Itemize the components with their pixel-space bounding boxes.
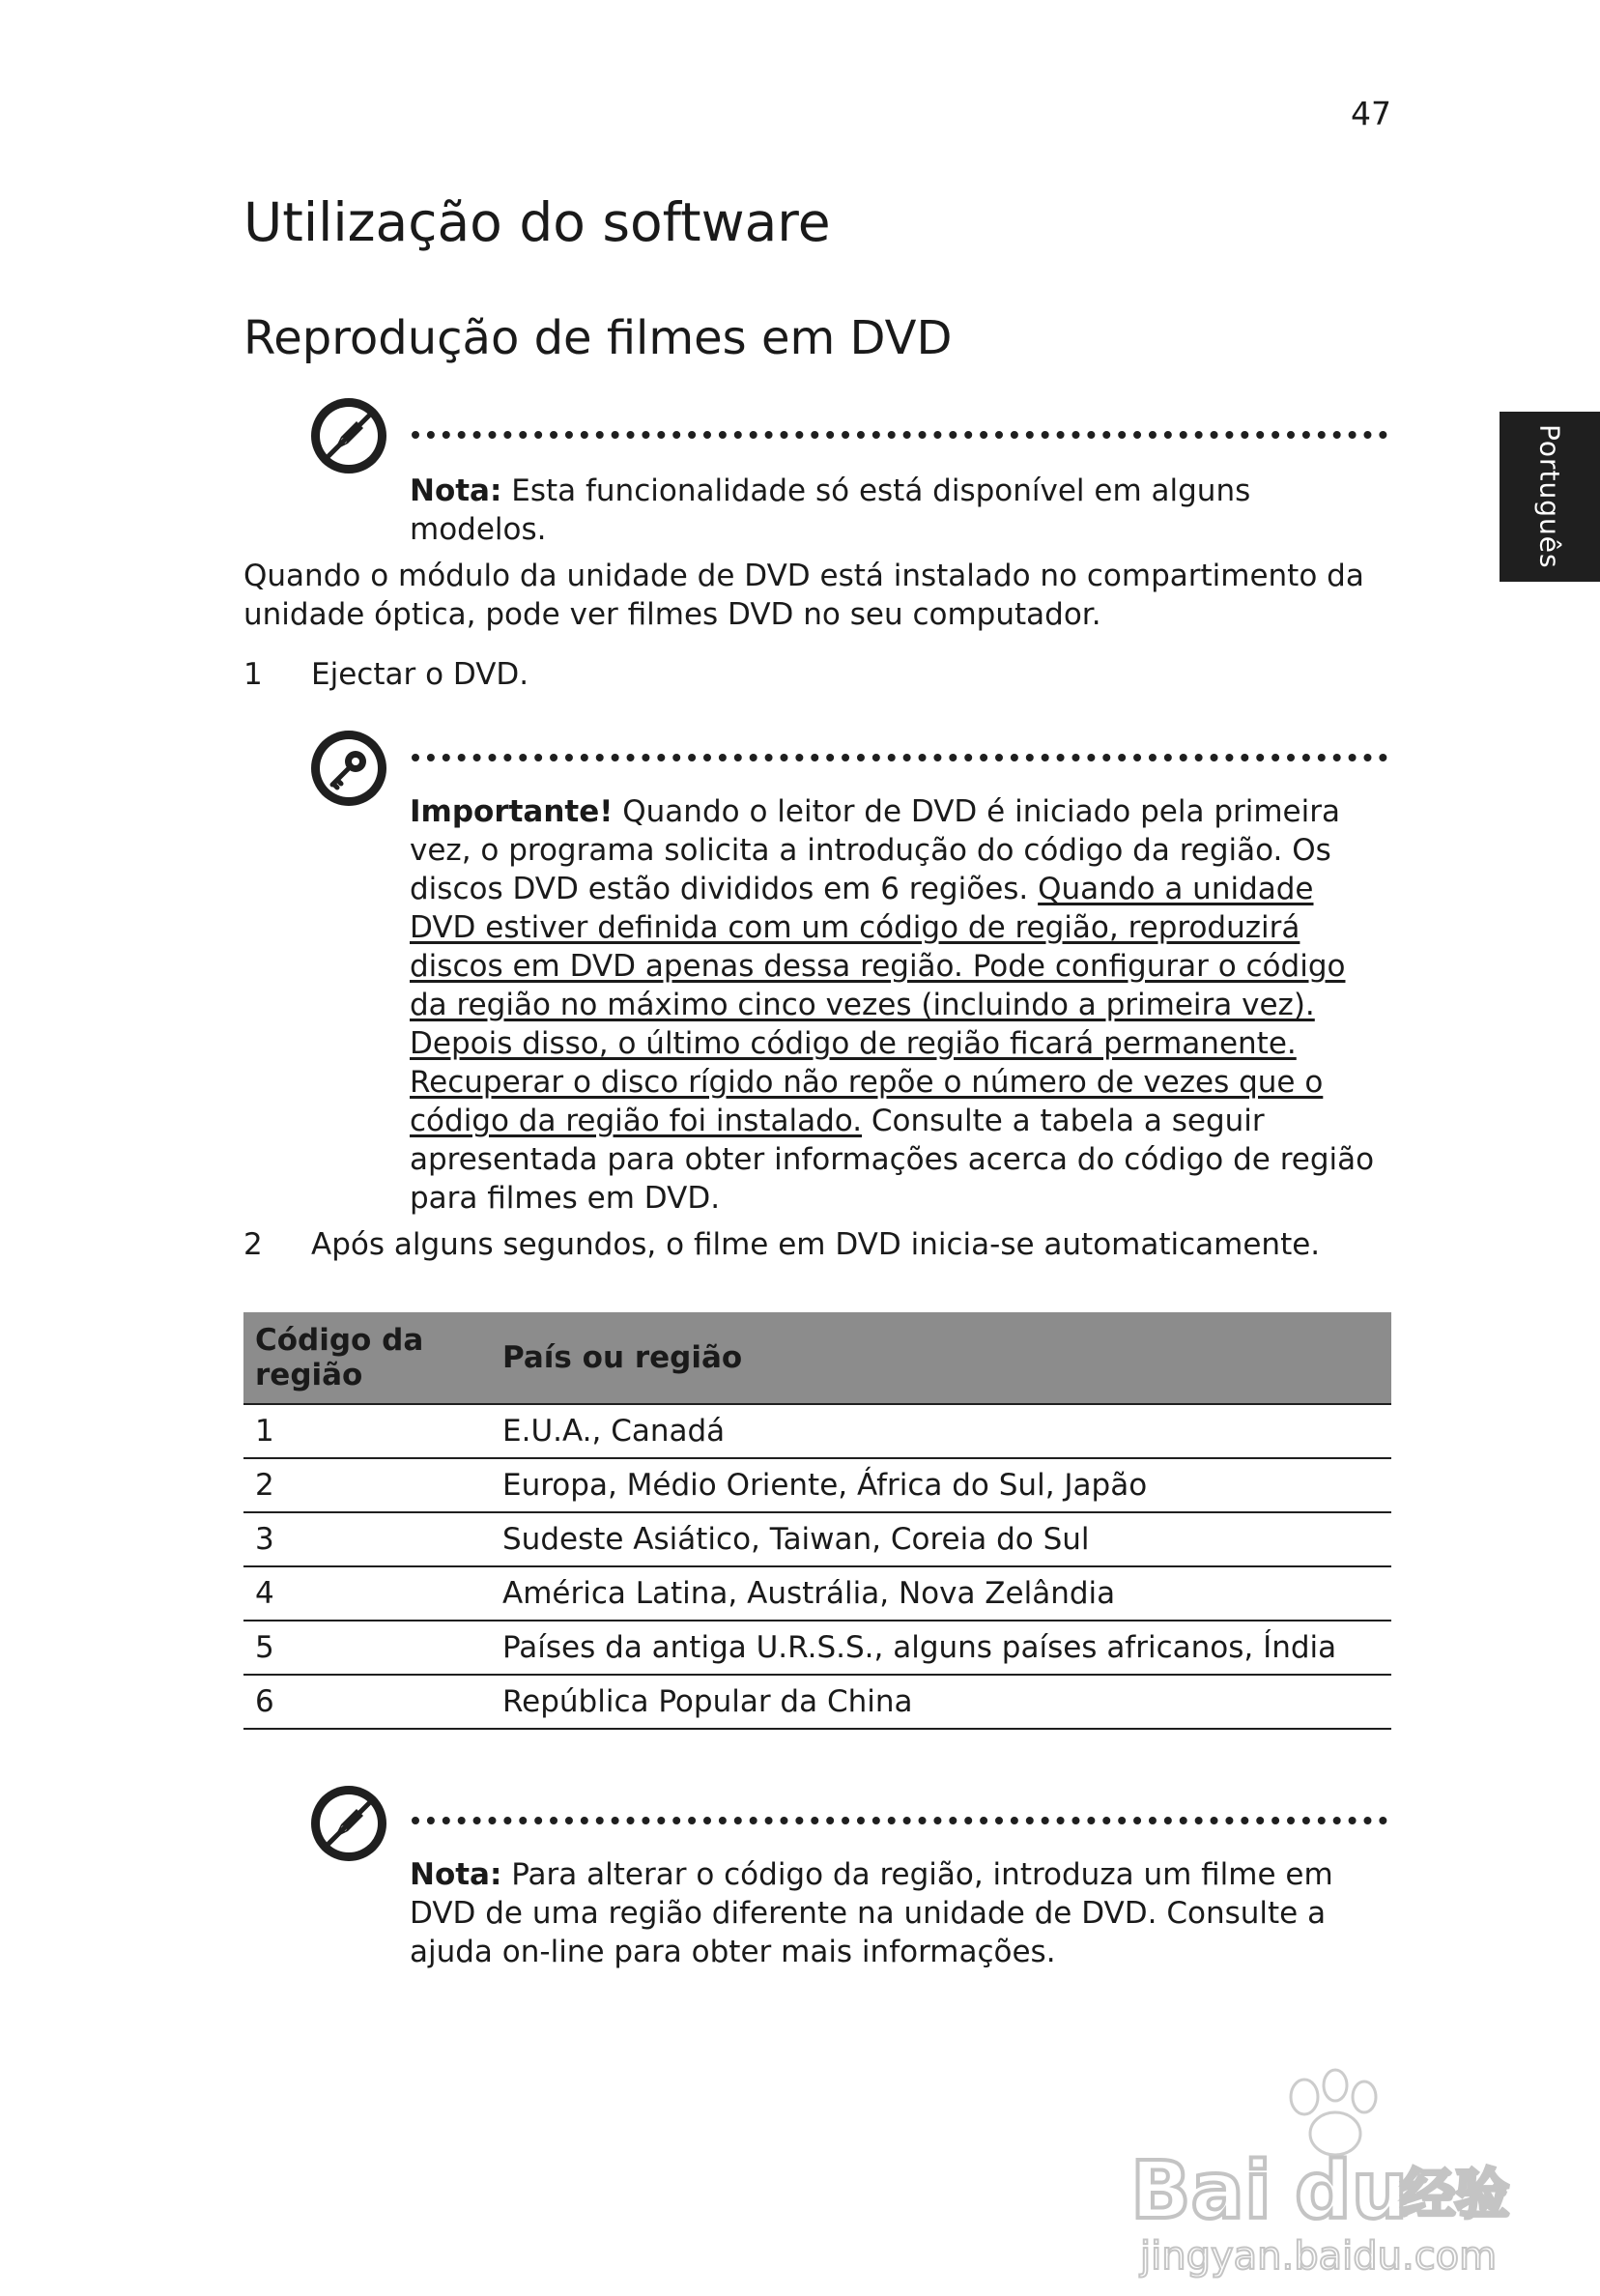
step-1 xyxy=(243,655,1393,694)
language-tab-label: Português xyxy=(1533,424,1566,569)
region-countries: Sudeste Asiático, Taiwan, Coreia do Sul xyxy=(491,1512,1391,1566)
region-code-table xyxy=(243,1312,1391,1730)
important-text xyxy=(410,792,1376,1218)
step-text: Ejectar o DVD. xyxy=(311,657,529,692)
table-row xyxy=(243,1566,1391,1621)
step-number: 1 xyxy=(243,657,263,692)
step-number: 2 xyxy=(243,1227,263,1262)
region-code: 5 xyxy=(243,1621,491,1675)
table-row xyxy=(243,1621,1391,1675)
step-text: Após alguns segundos, o filme em DVD inicia-se automaticamente. xyxy=(311,1227,1321,1262)
table-row xyxy=(243,1675,1391,1729)
note-divider xyxy=(412,1817,1387,1824)
svg-text:jingyan.baidu.com: jingyan.baidu.com xyxy=(1140,2234,1498,2279)
important-body-b: Consulte a tabela a seguir apresentada para obter informações acerca do código de região para filmes em DVD. xyxy=(410,1104,1375,1216)
header-country: País ou região xyxy=(491,1312,1391,1404)
svg-text:经验: 经验 xyxy=(1401,2164,1509,2226)
note-text xyxy=(410,472,1395,549)
header-region-code: Código da região xyxy=(243,1312,491,1404)
table-row xyxy=(243,1404,1391,1458)
note-body: Esta funcionalidade só está disponível em alguns modelos. xyxy=(410,474,1251,547)
pen-note-icon xyxy=(311,1786,386,1861)
svg-text:du: du xyxy=(1295,2145,1409,2237)
table-row xyxy=(243,1458,1391,1512)
svg-text:Bai: Bai xyxy=(1130,2145,1271,2237)
region-countries: Países da antiga U.R.S.S., alguns países africanos, Índia xyxy=(491,1621,1391,1675)
important-divider xyxy=(412,754,1387,761)
note-label: Nota: xyxy=(410,1857,502,1892)
key-important-icon xyxy=(311,731,386,806)
baidu-watermark xyxy=(1111,2049,1517,2284)
region-countries: Europa, Médio Oriente, África do Sul, Japão xyxy=(491,1458,1391,1512)
region-countries: América Latina, Austrália, Nova Zelândia xyxy=(491,1566,1391,1621)
region-code: 6 xyxy=(243,1675,491,1729)
step-2 xyxy=(243,1225,1393,1264)
pen-note-icon xyxy=(311,398,386,474)
note-text xyxy=(410,1855,1376,1971)
important-underlined: Quando a unidade DVD estiver definida com um código de região, reproduzirá discos em DVD apenas dessa região. Pode configurar o código da região no máximo cinco vezes (incluindo a primeira vez). Depois disso, o último código de região ficará permanente. Recuperar o disco rígido não repõe o número de vezes que o código da região foi instalado. xyxy=(410,872,1346,1138)
note-body: Para alterar o código da região, introduza um filme em DVD de uma região diferente na unidade de DVD. Consulte a ajuda on-line para obter mais informações. xyxy=(410,1857,1333,1969)
region-code: 1 xyxy=(243,1404,491,1458)
note-label: Nota: xyxy=(410,474,502,508)
note-divider xyxy=(412,431,1387,439)
region-code: 2 xyxy=(243,1458,491,1512)
important-label: Importante! xyxy=(410,794,614,829)
page-title: Utilização do software xyxy=(243,191,831,253)
section-title: Reprodução de filmes em DVD xyxy=(243,311,953,365)
region-countries: República Popular da China xyxy=(491,1675,1391,1729)
important-body-a: Quando o leitor de DVD é iniciado pela primeira vez, o programa solicita a introdução do código da região. Os discos DVD estão divididos em 6 regiões. xyxy=(410,794,1340,906)
region-code: 3 xyxy=(243,1512,491,1566)
region-countries: E.U.A., Canadá xyxy=(491,1404,1391,1458)
region-code: 4 xyxy=(243,1566,491,1621)
language-tab xyxy=(1500,412,1600,582)
page-number: 47 xyxy=(1351,95,1391,132)
table-header-row xyxy=(243,1312,1391,1404)
intro-paragraph: Quando o módulo da unidade de DVD está instalado no compartimento da unidade óptica, pode ver filmes DVD no seu computador. xyxy=(243,559,1364,632)
table-row xyxy=(243,1512,1391,1566)
